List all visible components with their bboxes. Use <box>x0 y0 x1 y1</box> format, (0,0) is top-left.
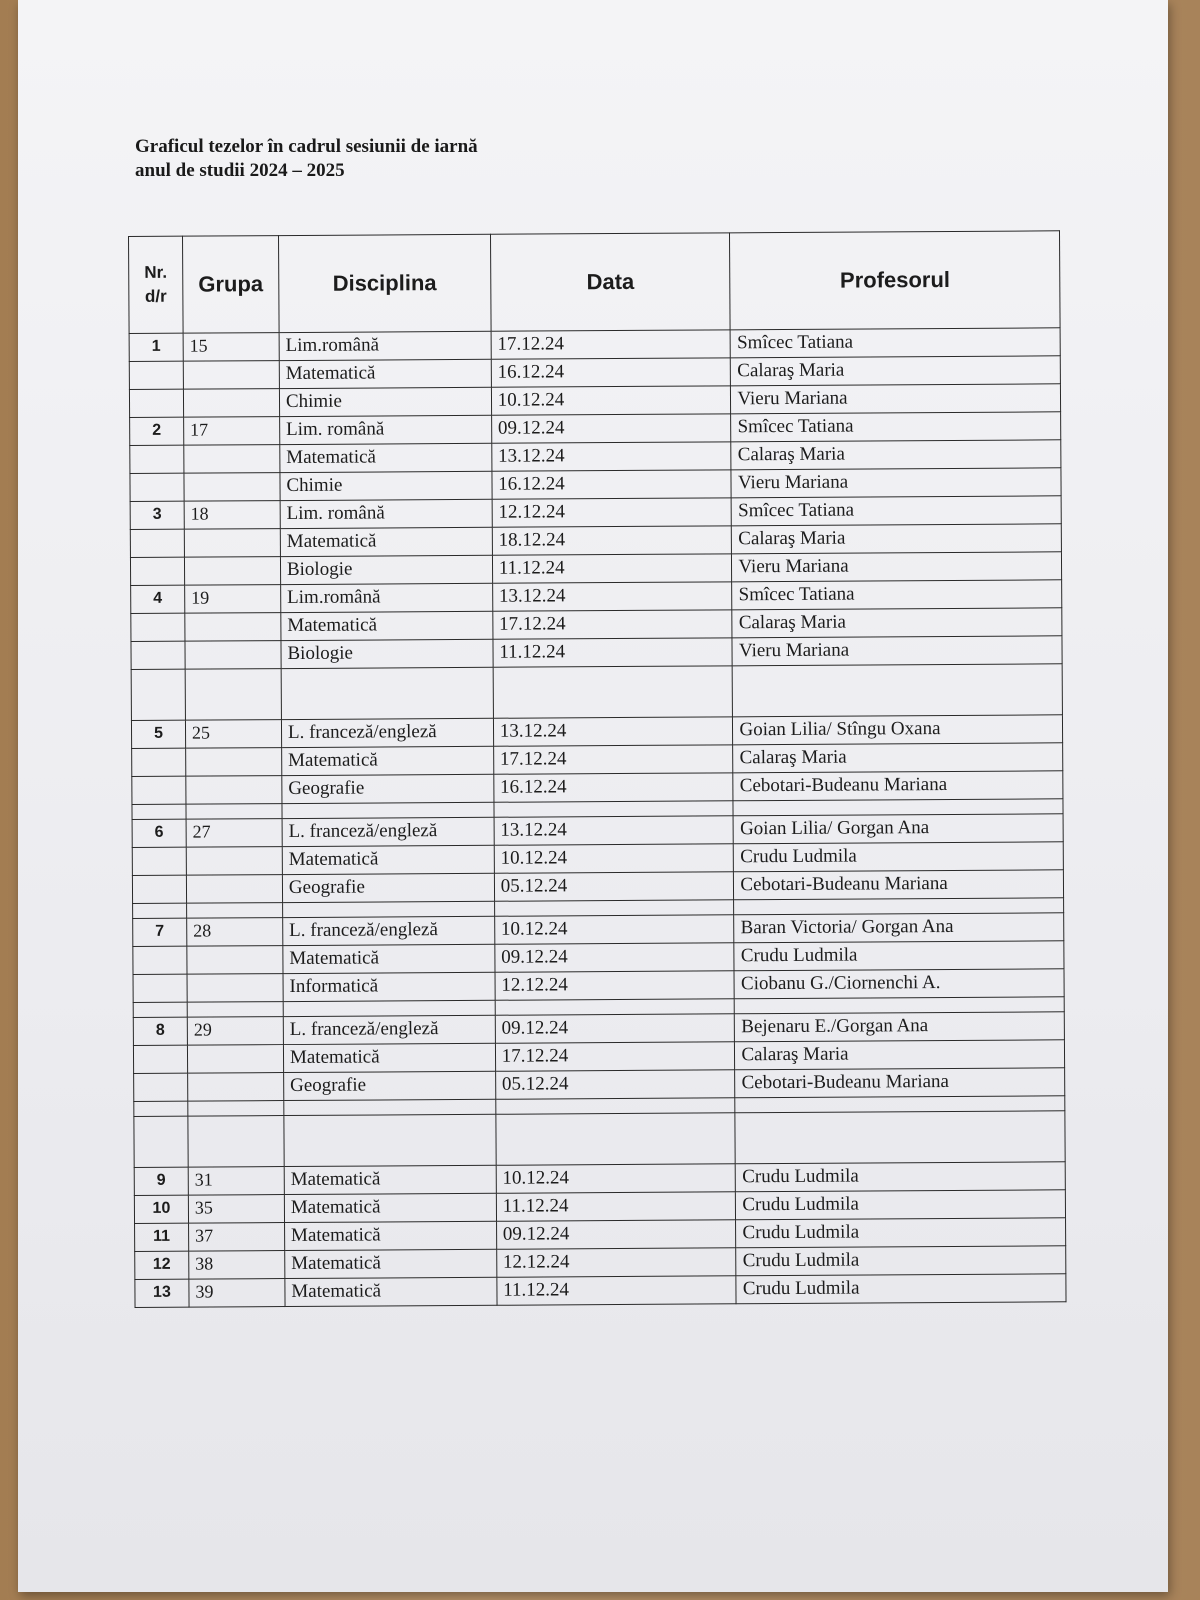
teacher-cell: Goian Lilia/ Gorgan Ana <box>733 814 1063 844</box>
discipline-cell: Geografie <box>284 1071 496 1100</box>
date-cell: 11.12.24 <box>496 1192 736 1221</box>
date-cell: 17.12.24 <box>491 330 731 359</box>
date-cell: 10.12.24 <box>494 915 734 944</box>
group-cell <box>186 748 282 777</box>
row-number-cell: 5 <box>131 720 185 748</box>
row-number-cell <box>134 1073 188 1101</box>
teacher-cell: Ciobanu G./Ciornenchi A. <box>734 969 1064 999</box>
group-cell: 25 <box>185 720 281 749</box>
group-cell: 18 <box>184 501 280 530</box>
teacher-cell: Cebotari-Budeanu Mariana <box>733 771 1063 801</box>
row-number-cell: 9 <box>134 1167 188 1195</box>
paper-sheet <box>18 0 1168 1592</box>
row-number-cell: 13 <box>135 1279 189 1307</box>
date-cell: 09.12.24 <box>495 943 735 972</box>
empty-cell <box>188 1101 284 1117</box>
teacher-cell: Calaraş Maria <box>732 524 1062 554</box>
discipline-cell: L. franceză/engleză <box>282 817 494 846</box>
group-cell <box>186 847 282 876</box>
empty-cell <box>186 804 282 820</box>
teacher-cell: Calaraş Maria <box>732 608 1062 638</box>
empty-cell <box>188 1116 284 1168</box>
date-cell: 10.12.24 <box>491 386 731 415</box>
discipline-cell: Informatică <box>283 972 495 1001</box>
discipline-cell: Geografie <box>282 873 494 902</box>
row-number-cell <box>132 847 186 875</box>
discipline-cell: Lim.română <box>279 331 491 360</box>
row-number-cell <box>131 641 185 669</box>
teacher-cell: Calaraş Maria <box>735 1040 1065 1070</box>
date-cell: 13.12.24 <box>492 582 732 611</box>
group-cell: 17 <box>184 417 280 446</box>
discipline-cell: Matematică <box>285 1277 497 1306</box>
discipline-cell: L. franceză/engleză <box>281 718 493 747</box>
teacher-cell: Calaraş Maria <box>733 743 1063 773</box>
group-cell <box>185 641 281 670</box>
title-line-2: anul de studii 2024 – 2025 <box>135 160 345 181</box>
discipline-cell: Lim. română <box>280 499 492 528</box>
empty-cell <box>733 664 1063 717</box>
empty-cell <box>187 903 283 919</box>
empty-cell <box>284 1099 496 1115</box>
teacher-cell: Vieru Mariana <box>731 384 1061 414</box>
teacher-cell: Vieru Mariana <box>731 468 1061 498</box>
group-cell: 15 <box>183 333 279 362</box>
teacher-cell: Cebotari-Budeanu Mariana <box>735 1068 1065 1098</box>
date-cell: 12.12.24 <box>496 1248 736 1277</box>
empty-cell <box>282 901 494 917</box>
empty-cell <box>134 1116 188 1167</box>
discipline-cell: Geografie <box>282 774 494 803</box>
row-number-cell: 11 <box>135 1223 189 1251</box>
discipline-cell: Matematică <box>284 1165 496 1194</box>
date-cell: 13.12.24 <box>492 442 732 471</box>
exam-schedule-table <box>128 230 1067 1308</box>
group-cell: 28 <box>187 918 283 947</box>
header-data: Data <box>490 233 730 331</box>
discipline-cell: Lim.română <box>281 583 493 612</box>
teacher-cell: Smîcec Tatiana <box>731 412 1061 442</box>
teacher-cell: Crudu Ludmila <box>736 1190 1066 1220</box>
discipline-cell: L. franceză/engleză <box>283 916 495 945</box>
teacher-cell: Calaraş Maria <box>731 440 1061 470</box>
discipline-cell: Matematică <box>283 944 495 973</box>
group-cell <box>185 613 281 642</box>
empty-cell <box>281 667 493 719</box>
empty-cell <box>132 804 186 819</box>
row-number-cell <box>129 389 183 417</box>
empty-cell <box>735 1111 1065 1164</box>
header-nr: Nr. d/r <box>129 236 184 333</box>
teacher-cell: Crudu Ludmila <box>734 941 1064 971</box>
group-cell: 39 <box>189 1279 285 1308</box>
group-cell <box>186 875 282 904</box>
teacher-cell: Cebotari-Budeanu Mariana <box>734 870 1064 900</box>
empty-cell <box>185 669 281 721</box>
teacher-cell: Crudu Ludmila <box>736 1274 1066 1304</box>
row-number-cell: 10 <box>134 1195 188 1223</box>
empty-cell <box>131 669 185 720</box>
group-cell: 27 <box>186 819 282 848</box>
discipline-cell: Chimie <box>280 471 492 500</box>
row-number-cell: 1 <box>129 333 183 361</box>
empty-cell <box>496 1098 736 1114</box>
group-cell <box>187 946 283 975</box>
discipline-cell: Matematică <box>284 1193 496 1222</box>
date-cell: 10.12.24 <box>496 1164 736 1193</box>
teacher-cell: Vieru Mariana <box>732 636 1062 666</box>
row-number-cell <box>129 361 183 389</box>
date-cell: 16.12.24 <box>494 773 734 802</box>
date-cell: 17.12.24 <box>493 610 733 639</box>
row-number-cell <box>132 776 186 804</box>
row-number-cell <box>130 473 184 501</box>
discipline-cell: Biologie <box>280 555 492 584</box>
empty-cell <box>133 903 187 918</box>
table-row <box>135 1274 1066 1308</box>
group-cell: 38 <box>189 1251 285 1280</box>
document-title <box>135 135 478 183</box>
discipline-cell: Biologie <box>281 639 493 668</box>
spacer-row <box>131 664 1062 721</box>
row-number-cell <box>133 974 187 1002</box>
date-cell: 12.12.24 <box>492 498 732 527</box>
date-cell: 11.12.24 <box>492 554 732 583</box>
teacher-cell: Bejenaru E./Gorgan Ana <box>735 1012 1065 1042</box>
group-cell <box>184 473 280 502</box>
group-cell <box>188 1073 284 1102</box>
row-number-cell: 8 <box>133 1017 187 1045</box>
teacher-cell: Crudu Ludmila <box>736 1246 1066 1276</box>
date-cell: 18.12.24 <box>492 526 732 555</box>
date-cell: 05.12.24 <box>494 872 734 901</box>
teacher-cell: Vieru Mariana <box>732 552 1062 582</box>
date-cell: 16.12.24 <box>492 470 732 499</box>
spacer-row <box>134 1111 1065 1168</box>
table-body <box>129 328 1066 1308</box>
date-cell: 12.12.24 <box>495 971 735 1000</box>
teacher-cell: Smîcec Tatiana <box>732 496 1062 526</box>
row-number-cell <box>130 445 184 473</box>
group-cell <box>187 1045 283 1074</box>
date-cell: 17.12.24 <box>493 745 733 774</box>
group-cell <box>186 776 282 805</box>
date-cell: 11.12.24 <box>493 638 733 667</box>
date-cell: 10.12.24 <box>494 844 734 873</box>
teacher-cell: Smîcec Tatiana <box>730 328 1060 358</box>
discipline-cell: Chimie <box>279 387 491 416</box>
group-cell <box>187 974 283 1003</box>
row-number-cell: 6 <box>132 819 186 847</box>
header-profesorul: Profesorul <box>730 231 1060 330</box>
empty-cell <box>494 801 734 817</box>
row-number-cell: 2 <box>130 417 184 445</box>
date-cell: 13.12.24 <box>494 816 734 845</box>
discipline-cell: L. franceză/engleză <box>283 1015 495 1044</box>
date-cell: 09.12.24 <box>491 414 731 443</box>
teacher-cell: Goian Lilia/ Stîngu Oxana <box>733 715 1063 745</box>
table-header-row <box>129 231 1061 334</box>
discipline-cell: Matematică <box>280 443 492 472</box>
group-cell: 29 <box>187 1017 283 1046</box>
discipline-cell: Lim. română <box>280 415 492 444</box>
row-number-cell: 12 <box>135 1251 189 1279</box>
row-number-cell <box>133 946 187 974</box>
empty-cell <box>494 900 734 916</box>
empty-cell <box>496 1113 736 1165</box>
discipline-cell: Matematică <box>282 746 494 775</box>
teacher-cell: Crudu Ludmila <box>736 1162 1066 1192</box>
row-number-cell <box>133 1045 187 1073</box>
empty-cell <box>282 802 494 818</box>
empty-cell <box>133 1002 187 1017</box>
group-cell: 37 <box>188 1223 284 1252</box>
discipline-cell: Matematică <box>283 1043 495 1072</box>
discipline-cell: Matematică <box>279 359 491 388</box>
group-cell: 19 <box>185 585 281 614</box>
row-number-cell <box>130 557 184 585</box>
empty-cell <box>493 666 733 718</box>
discipline-cell: Matematică <box>285 1249 497 1278</box>
group-cell <box>184 557 280 586</box>
header-grupa: Grupa <box>182 236 279 334</box>
group-cell <box>183 389 279 418</box>
date-cell: 05.12.24 <box>495 1070 735 1099</box>
row-number-cell: 4 <box>131 585 185 613</box>
teacher-cell: Crudu Ludmila <box>736 1218 1066 1248</box>
empty-cell <box>187 1002 283 1018</box>
date-cell: 17.12.24 <box>495 1042 735 1071</box>
discipline-cell: Matematică <box>281 611 493 640</box>
teacher-cell: Calaraş Maria <box>731 356 1061 386</box>
date-cell: 11.12.24 <box>497 1276 737 1305</box>
empty-cell <box>495 999 735 1015</box>
row-number-cell <box>131 613 185 641</box>
teacher-cell: Baran Victoria/ Gorgan Ana <box>734 913 1064 943</box>
group-cell <box>184 529 280 558</box>
empty-cell <box>283 1000 495 1016</box>
group-cell: 31 <box>188 1167 284 1196</box>
teacher-cell: Crudu Ludmila <box>734 842 1064 872</box>
title-line-1: Graficul tezelor în cadrul sesiunii de iarnă <box>135 136 478 157</box>
group-cell: 35 <box>188 1195 284 1224</box>
date-cell: 09.12.24 <box>495 1014 735 1043</box>
date-cell: 09.12.24 <box>496 1220 736 1249</box>
group-cell <box>184 445 280 474</box>
empty-cell <box>134 1101 188 1116</box>
date-cell: 13.12.24 <box>493 717 733 746</box>
row-number-cell <box>132 748 186 776</box>
teacher-cell: Smîcec Tatiana <box>732 580 1062 610</box>
header-disciplina: Disciplina <box>278 234 490 332</box>
row-number-cell <box>132 875 186 903</box>
row-number-cell <box>130 529 184 557</box>
discipline-cell: Matematică <box>284 1221 496 1250</box>
row-number-cell: 7 <box>133 918 187 946</box>
row-number-cell: 3 <box>130 501 184 529</box>
discipline-cell: Matematică <box>280 527 492 556</box>
group-cell <box>183 361 279 390</box>
discipline-cell: Matematică <box>282 845 494 874</box>
date-cell: 16.12.24 <box>491 358 731 387</box>
empty-cell <box>284 1114 496 1166</box>
